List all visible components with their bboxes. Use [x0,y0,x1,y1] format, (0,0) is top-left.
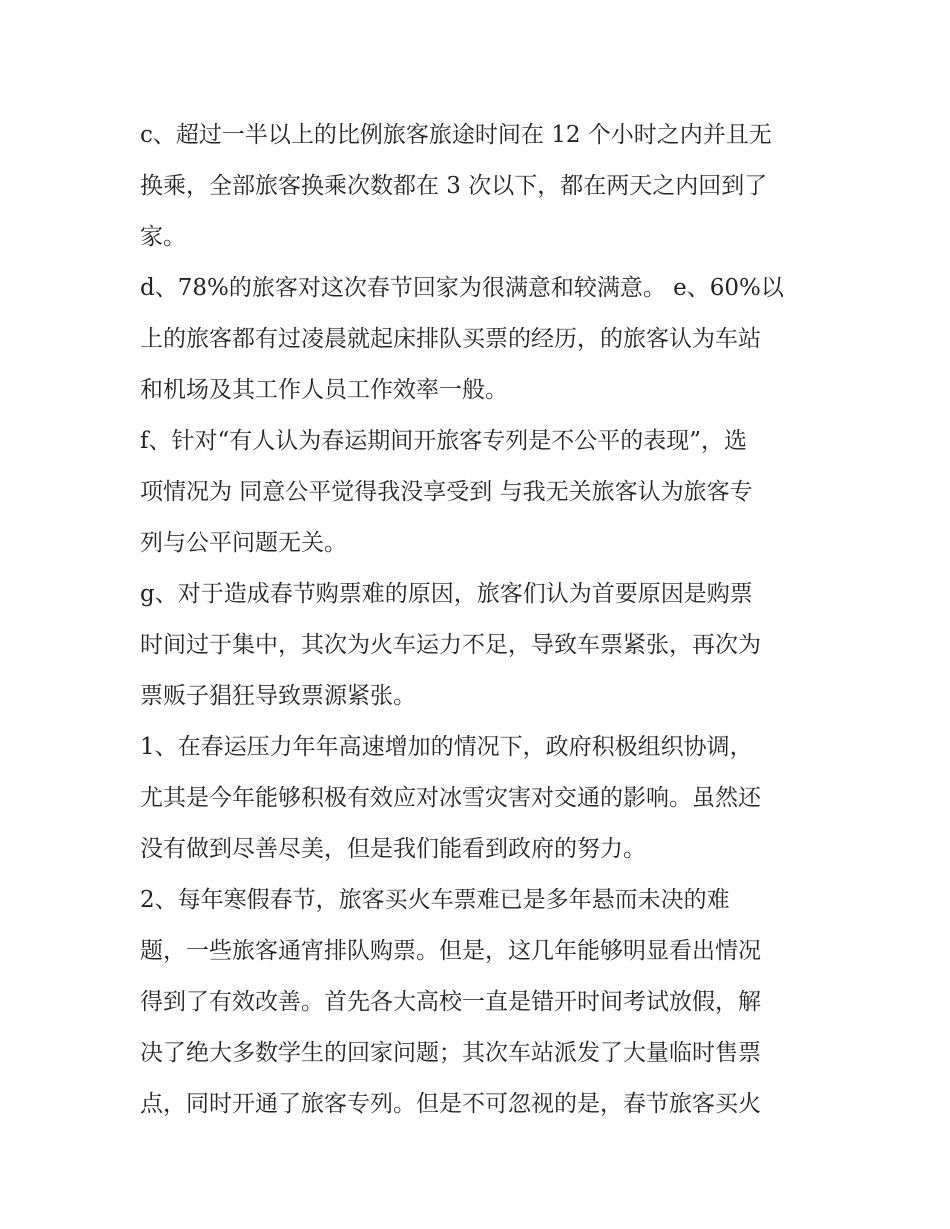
text-line: f、针对“有人认为春运期间开旅客专列是不公平的表现”，选 [140,428,748,454]
text-line: d、78%的旅客对这次春节回家为很满意和较满意。 e、60%以 [140,275,784,301]
text-line: 换乘，全部旅客换乘次数都在 3 次以下，都在两天之内回到了 [140,173,768,199]
text-line: 决了绝大多数学生的回家问题；其次车站派发了大量临时售票 [140,1040,761,1066]
text-line: 票贩子猖狂导致票源紧张。 [140,683,416,709]
text-line: 2、每年寒假春节，旅客买火车票难已是多年悬而未决的难 [140,887,730,913]
text-line: 列与公平问题无关。 [140,530,347,556]
text-line: g、对于造成春节购票难的原因，旅客们认为首要原因是购票 [140,581,753,607]
text-line: 得到了有效改善。首先各大高校一直是错开时间考试放假，解 [140,989,761,1015]
text-line: 时间过于集中，其次为火车运力不足，导致车票紧张，再次为 [140,632,761,658]
text-line: 题，一些旅客通宵排队购票。但是，这几年能够明显看出情况 [140,938,761,964]
text-line: 没有做到尽善尽美，但是我们能看到政府的努力。 [140,836,646,862]
document-body [140,110,820,1130]
text-line: 和机场及其工作人员工作效率一般。 [140,377,508,403]
text-line: 项情况为 同意公平觉得我没享受到 与我无关旅客认为旅客专 [140,479,753,505]
text-line: 家。 [140,224,186,250]
text-line: c、超过一半以上的比例旅客旅途时间在 12 个小时之内并且无 [140,122,772,148]
text-line: 点，同时开通了旅客专列。但是不可忽视的是，春节旅客买火 [140,1091,761,1117]
text-line: 1、在春运压力年年高速增加的情况下，政府积极组织协调， [140,734,753,760]
text-line: 上的旅客都有过凌晨就起床排队买票的经历，的旅客认为车站 [140,326,761,352]
text-line: 尤其是今年能够积极有效应对冰雪灾害对交通的影响。虽然还 [140,785,761,811]
